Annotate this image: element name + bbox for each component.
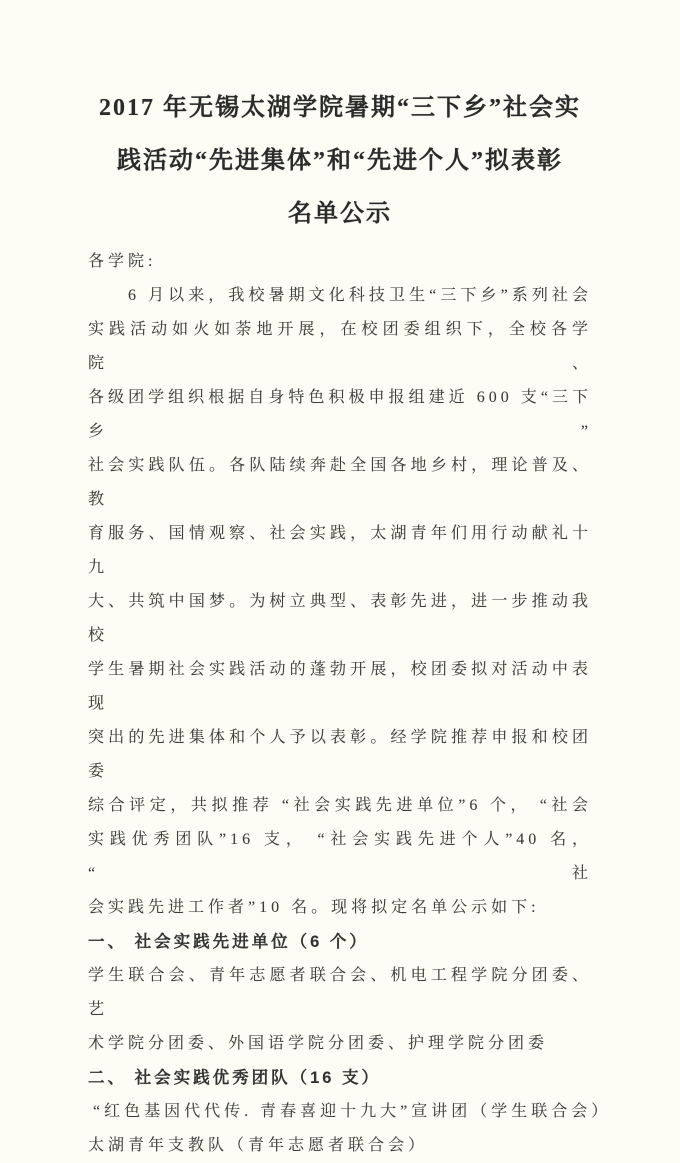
paragraph-line: 育服务、国情观察、社会实践，太湖青年们用行动献礼十九 xyxy=(88,525,592,576)
paragraph-line: 6 月以来，我校暑期文化科技卫生“三下乡”系列社会 xyxy=(128,287,592,304)
paragraph-line: 综合评定，共拟推荐 “社会实践先进单位”6 个， “社会 xyxy=(88,797,592,814)
paragraph-line: 社会实践队伍。各队陆续奔赴全国各地乡村，理论普及、教 xyxy=(88,457,592,508)
document-title xyxy=(88,82,592,241)
title-line-2: 践活动“先进集体”和“先进个人”拟表彰 xyxy=(117,148,563,174)
paragraph-line: 突出的先进集体和个人予以表彰。经学院推荐申报和校团委 xyxy=(88,729,592,780)
paragraph-line: 各级团学组织根据自身特色积极申报组建近 600 支“三下乡” xyxy=(88,389,592,440)
salutation: 各学院: xyxy=(88,253,157,270)
title-line-1: 2017 年无锡太湖学院暑期“三下乡”社会实 xyxy=(99,95,581,121)
section-2-line: “红色基因代代传. 青春喜迎十九大”宣讲团（学生联合会） xyxy=(93,1103,612,1120)
paragraph-line: 实践活动如火如荼地开展，在校团委组织下，全校各学院、 xyxy=(88,321,592,372)
title-line-3: 名单公示 xyxy=(288,201,392,227)
section-1-line: 术学院分团委、外国语学院分团委、护理学院分团委 xyxy=(88,1035,549,1052)
document-body xyxy=(88,245,612,1163)
paragraph-line: 学生暑期社会实践活动的蓬勃开展，校团委拟对活动中表现 xyxy=(88,661,592,712)
section-1-heading: 一、 社会实践先进单位（6 个） xyxy=(88,933,369,951)
paragraph-line: 会实践先进工作者”10 名。现将拟定名单公示如下: xyxy=(88,899,540,916)
section-2-heading: 二、 社会实践优秀团队（16 支） xyxy=(88,1069,382,1087)
paragraph-line: 实践优秀团队”16 支， “社会实践先进个人”40 名， “社 xyxy=(88,831,592,882)
section-2-line: 太湖青年支教队（青年志愿者联合会） xyxy=(88,1137,429,1154)
paragraph-line: 大、共筑中国梦。为树立典型、表彰先进，进一步推动我校 xyxy=(88,593,592,644)
section-1-line: 学生联合会、青年志愿者联合会、机电工程学院分团委、艺 xyxy=(88,967,592,1018)
